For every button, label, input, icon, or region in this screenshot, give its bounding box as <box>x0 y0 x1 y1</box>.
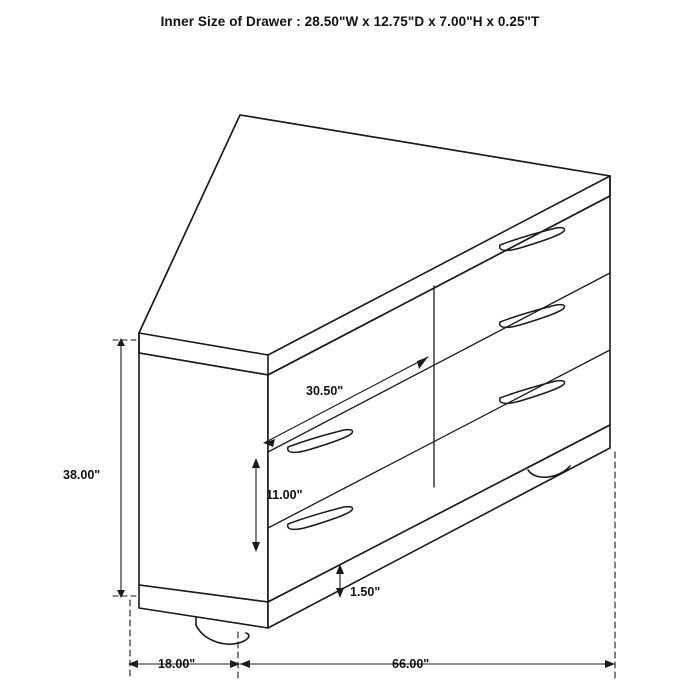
dimension-label-drawer-height: 11.00" <box>266 488 303 502</box>
dresser-left-side <box>139 353 268 602</box>
page-title: Inner Size of Drawer : 28.50"W x 12.75"D x 7.00"H x 0.25"T <box>160 14 540 29</box>
dimension-label-depth: 18.00" <box>158 657 196 671</box>
dimension-label-height: 38.00" <box>63 468 101 482</box>
dimension-label-width: 66.00" <box>392 657 430 671</box>
dimension-label-drawer-width: 30.50" <box>306 384 344 398</box>
dimension-height <box>113 338 139 598</box>
dimension-label-base-height: 1.50" <box>350 585 381 599</box>
